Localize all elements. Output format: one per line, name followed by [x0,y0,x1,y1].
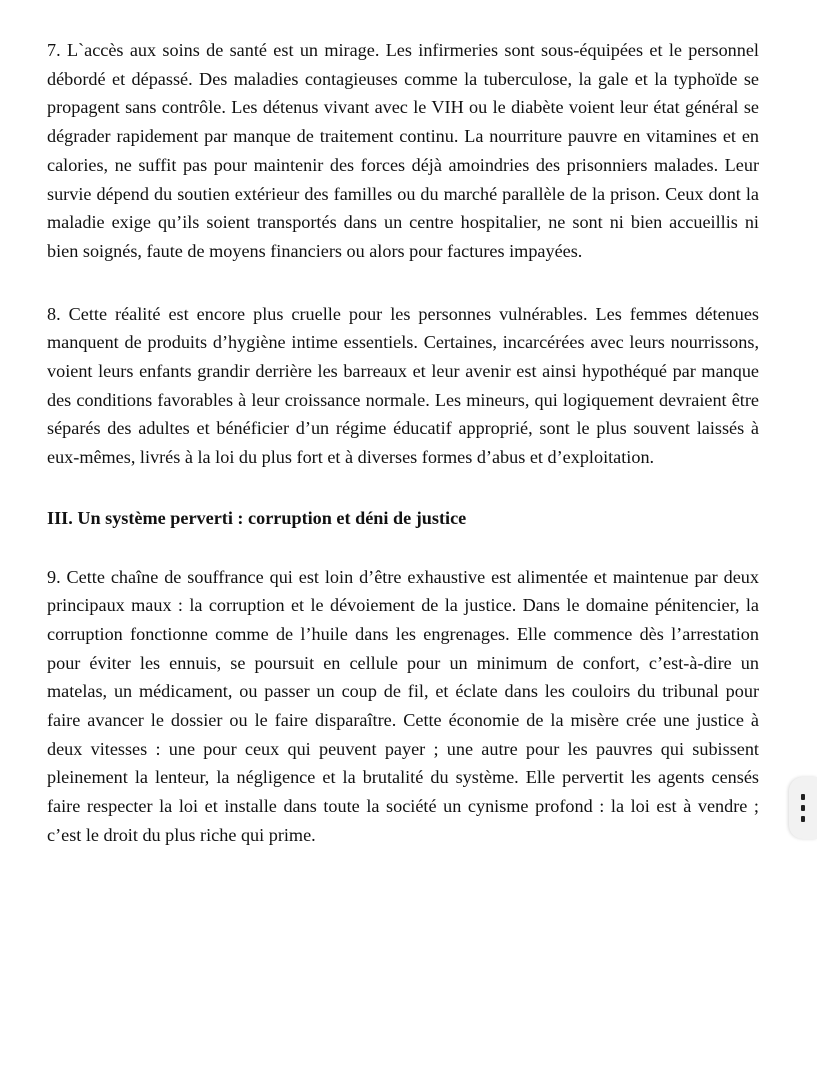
paragraph-9: 9. Cette chaîne de souffrance qui est loin d’être exhaustive est alimentée et maintenue par deux principaux maux : la corruption et le dévoiement de la justice. Dans le domaine pénitencier, la corruption fonctionne comme de l’huile dans les engrenages. Elle commence dès l’arrestation pour éviter les ennuis, se poursuit en cellule pour un minimum de confort, c’est-à-dire un matelas, un médicament, ou passer un coup de fil, et éclate dans les couloirs du tribunal pour faire avancer le dossier ou le faire disparaître. Cette économie de la misère crée une justice à deux vitesses : une pour ceux qui peuvent payer ; une autre pour les pauvres qui subissent pleinement la lenteur, la négligence et la brutalité du système. Elle pervertit les agents censés faire respecter la loi et installe dans toute la société un cynisme profond : la loi est à vendre ; c’est le droit du plus riche qui prime. [47,566,759,845]
spacer [47,472,759,504]
scroll-handle[interactable] [789,777,817,839]
drag-handle-icon [801,794,805,800]
spacer [47,533,759,563]
document-page [47,36,759,850]
paragraph-8: 8. Cette réalité est encore plus cruelle pour les personnes vulnérables. Les femmes détenues manquent de produits d’hygiène intime essentiels. Certaines, incarcérées avec leurs nourrissons, voient leurs enfants grandir derrière les barreaux et leur avenir est ainsi hypothéqué par manque des conditions favorables à leur croissance normale. Les mineurs, qui logiquement devraient être séparés des adultes et bénéficier d’un régime éducatif approprié, sont le plus souvent laissés à eux-mêmes, livrés à la loi du plus fort et à diverses formes d’abus et d’exploitation. [47,303,759,468]
paragraph-7: 7. L`accès aux soins de santé est un mirage. Les infirmeries sont sous-équipées et le personnel débordé et dépassé. Des maladies contagieuses comme la tuberculose, la gale et la typhoïde se propagent sans contrôle. Les détenus vivant avec le VIH ou le diabète voient leur état général se dégrader rapidement par manque de traitement continu. La nourriture pauvre en vitamines et en calories, ne suffit pas pour maintenir des forces déjà amoindries des prisonniers malades. Leur survie dépend du soutien extérieur des familles ou du marché parallèle de la prison. Ceux dont la maladie exige qu’ils soient transportés dans un centre hospitalier, ne sont ni bien accueillis ni bien soignés, faute de moyens financiers ou alors pour factures impayées. [47,40,759,261]
section-heading: III. Un système perverti : corruption et déni de justice [47,507,467,528]
drag-handle-icon [801,816,805,822]
spacer [47,266,759,300]
drag-handle-icon [801,805,805,811]
